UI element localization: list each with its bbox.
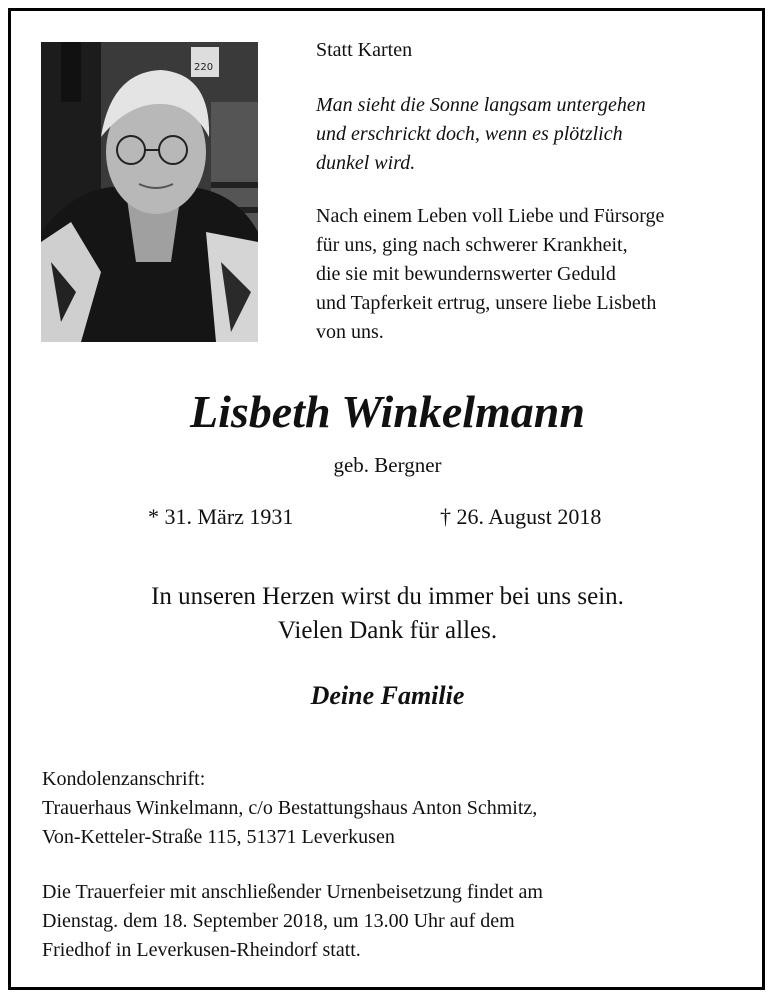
tribute-line: von uns. (316, 321, 384, 343)
tribute-line: die sie mit bewundernswerter Geduld (316, 263, 616, 285)
tribute-paragraph (316, 202, 664, 347)
poem (316, 91, 646, 178)
intro-text: Statt Karten (316, 39, 413, 61)
poem-line: und erschrickt doch, wenn es plötzlich (316, 123, 623, 145)
tribute-line: für uns, ging nach schwerer Krankheit, (316, 234, 628, 256)
portrait-image (41, 42, 258, 342)
announcement-line: Friedhof in Leverkusen-Rheindorf statt. (42, 939, 361, 961)
deceased-name: Lisbeth Winkelmann (190, 386, 585, 437)
tribute-line: und Tapferkeit ertrug, unsere liebe Lisbeth (316, 292, 657, 314)
maiden-name: geb. Bergner (333, 453, 442, 477)
announcement-line: Dienstag. dem 18. September 2018, um 13.00 Uhr auf dem (42, 910, 515, 932)
address-line: Von-Ketteler-Straße 115, 51371 Leverkusen (42, 826, 395, 848)
photo-sign-text: 220 (194, 62, 214, 73)
poem-line: dunkel wird. (316, 152, 416, 174)
condolence-address (42, 765, 537, 852)
poem-line: Man sieht die Sonne langsam untergehen (316, 94, 646, 116)
portrait-photo (41, 42, 258, 342)
tribute-line: Nach einem Leben voll Liebe und Fürsorge (316, 205, 665, 227)
address-line: Trauerhaus Winkelmann, c/o Bestattungshaus Anton Schmitz, (42, 797, 538, 819)
address-line: Kondolenzanschrift: (42, 768, 206, 790)
quote-line: Vielen Dank für alles. (277, 617, 498, 644)
family-signature: Deine Familie (310, 681, 465, 710)
death-date: † 26. August 2018 (440, 504, 602, 529)
birth-date: * 31. März 1931 (148, 504, 294, 529)
funeral-announcement (42, 878, 543, 965)
closing-quote (0, 580, 775, 648)
quote-line: In unseren Herzen wirst du immer bei uns sein. (151, 583, 624, 610)
announcement-line: Die Trauerfeier mit anschließender Urnenbeisetzung findet am (42, 881, 543, 903)
